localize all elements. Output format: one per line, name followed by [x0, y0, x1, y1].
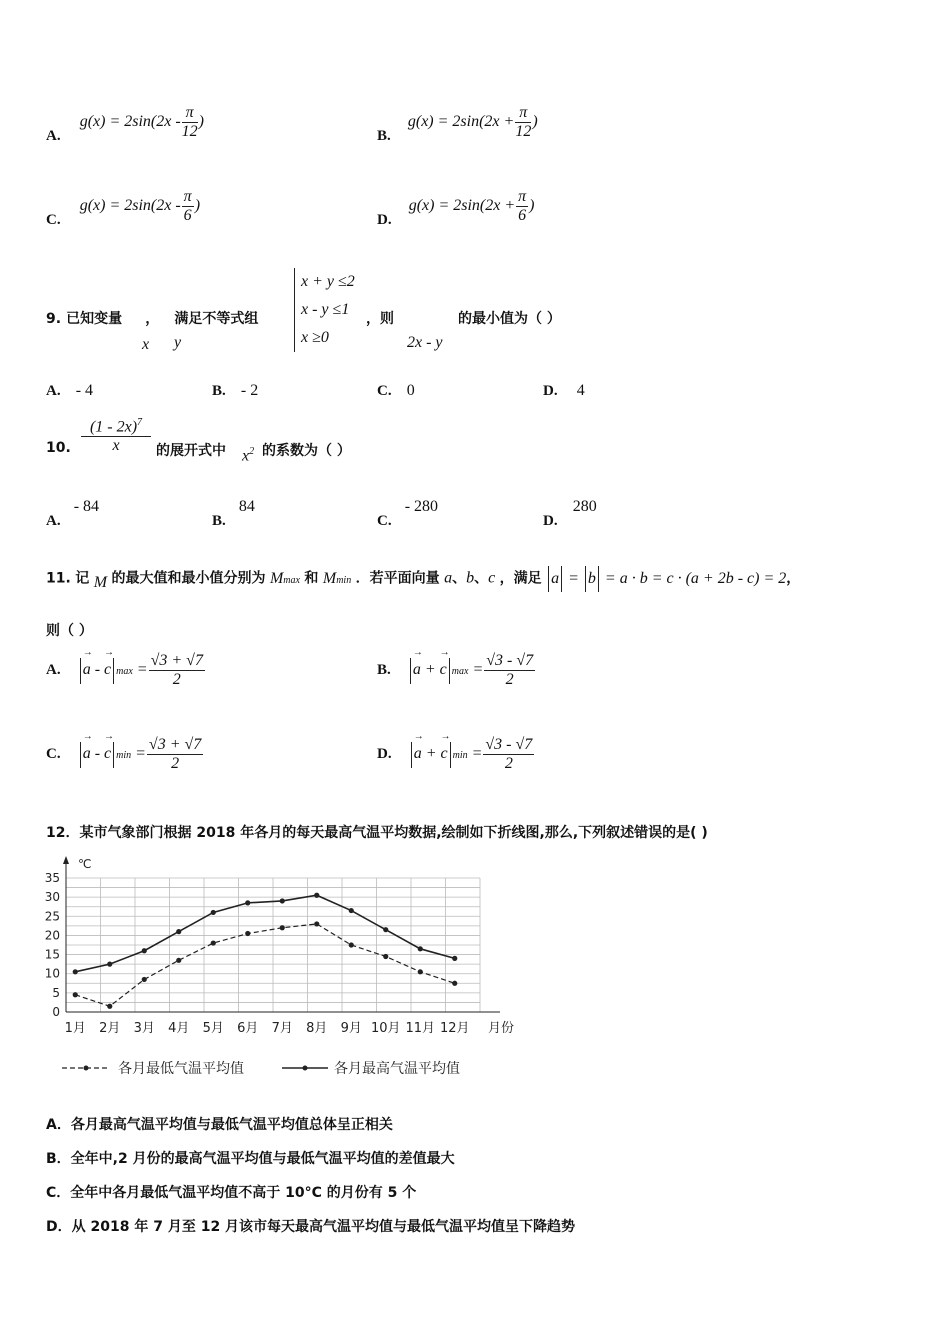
point-high	[211, 910, 216, 915]
option-label: C．	[46, 1185, 71, 1201]
point-high	[142, 948, 147, 953]
q9-option-c[interactable]	[377, 380, 415, 400]
option-label: C.	[377, 513, 392, 529]
q8-option-c[interactable]	[46, 188, 201, 229]
q10-option-a[interactable]	[46, 496, 100, 529]
q8-option-d[interactable]	[377, 188, 535, 229]
point-low	[452, 981, 457, 986]
x-tick-label: 2月	[99, 1021, 121, 1036]
option-label: A.	[46, 513, 61, 529]
question-stem: 12．某市气象部门根据 2018 年各月的每天最高气温平均数据,绘制如下折线图,那么,下列叙述错误的是( )	[46, 825, 708, 841]
option-label: D.	[543, 383, 558, 399]
point-low	[383, 954, 388, 959]
q12-option-b[interactable]	[46, 1148, 455, 1168]
m-max: Mmax	[269, 569, 300, 587]
question-number: 10.	[46, 440, 71, 456]
legend-label-high: 各月最高气温平均值	[334, 1061, 460, 1077]
fraction: $\frac{(1 - 2x)^7}{x}$	[80, 414, 152, 455]
y-tick-label: 0	[52, 1005, 60, 1019]
x-tick-label: 3月	[133, 1021, 155, 1036]
point-high	[245, 900, 250, 905]
x-tick-label: 1月	[64, 1021, 86, 1036]
point-low	[349, 942, 354, 947]
option-label: D.	[543, 513, 558, 529]
option-label: A．	[46, 1117, 71, 1133]
point-low	[280, 925, 285, 930]
stem-text: 已知变量	[66, 311, 123, 327]
temperature-chart	[40, 850, 540, 1085]
point-high	[176, 929, 181, 934]
option-text: 从 2018 年 7 月至 12 月该市每天最高气温平均值与最低气温平均值呈下降趋势	[71, 1219, 576, 1235]
q9-stem	[46, 308, 258, 328]
q11-stem	[46, 566, 800, 592]
q9-option-b[interactable]	[212, 380, 258, 400]
formula: g(x) = 2sin(2x + $\frac{\pi}{12}$ )	[407, 104, 538, 140]
point-high	[452, 956, 457, 961]
option-label: D．	[46, 1219, 72, 1235]
formula: g(x) = 2sin(2x - $\frac{\pi}{6}$ )	[79, 188, 201, 224]
chart-axes	[63, 856, 500, 1012]
y-tick-label: 10	[44, 966, 60, 981]
y-axis-arrow	[63, 856, 69, 864]
option-text: 各月最高气温平均值与最低气温平均值总体呈正相关	[70, 1117, 393, 1133]
option-label: B.	[377, 128, 391, 145]
option-label: C.	[377, 383, 392, 399]
var-y: y	[174, 334, 182, 351]
stem-text: 的系数为（ ）	[262, 443, 351, 459]
option-label: A.	[46, 662, 61, 679]
y-tick-label: 5	[52, 985, 60, 1000]
point-high	[107, 962, 112, 967]
q8-option-b[interactable]	[377, 104, 538, 145]
question-number: 11.	[46, 570, 71, 587]
q11-option-a[interactable]	[46, 652, 206, 689]
formula: → a + → c max = $\frac{√3 - √7}{2}$	[408, 661, 536, 678]
legend-marker-high	[303, 1066, 308, 1071]
option-label: D.	[377, 212, 392, 229]
stem-text: 记	[75, 570, 90, 587]
question-number: 9.	[46, 311, 62, 327]
q12-option-d[interactable]	[46, 1216, 575, 1236]
point-high	[314, 893, 319, 898]
chart-series	[73, 893, 458, 1009]
option-value: 0	[406, 382, 415, 399]
formula: → a - → c min = $\frac{√3 + √7}{2}$	[78, 745, 205, 762]
point-high	[383, 927, 388, 932]
option-value: - 280	[404, 498, 439, 515]
vector-c: c	[488, 569, 496, 587]
inequality-system: x + y ≤2 x - y ≤1 x ≥0	[294, 268, 355, 352]
q9-option-a[interactable]	[46, 380, 93, 400]
q11-option-c[interactable]	[46, 736, 204, 773]
formula: → a - → c max = $\frac{√3 + √7}{2}$	[78, 661, 206, 678]
stem-text: 的最大值和最小值分别为	[111, 570, 266, 587]
q12-option-a[interactable]	[46, 1114, 393, 1134]
stem-text: 、	[474, 570, 489, 587]
option-label: C.	[46, 212, 61, 229]
x-axis-label: 月份	[488, 1021, 515, 1036]
vector-b: b	[466, 569, 475, 587]
stem-text: 和	[304, 570, 319, 587]
stem-text: 、	[452, 570, 467, 587]
x-power: $x^2$	[242, 446, 255, 465]
stem-text: 的展开式中	[156, 443, 226, 459]
chart-legend	[60, 1056, 490, 1080]
expression: 2x - y	[407, 334, 443, 351]
stem-text: ，满足	[499, 570, 542, 587]
option-label: A.	[46, 383, 61, 399]
q8-option-a[interactable]	[46, 104, 204, 145]
q12-option-c[interactable]	[46, 1182, 416, 1202]
option-label: B.	[212, 513, 226, 529]
condition: a = b = a · b = c · (a + 2b - c) = 2	[546, 570, 786, 587]
option-value: - 84	[73, 498, 100, 515]
formula: → a + → c min = $\frac{√3 - √7}{2}$	[409, 745, 536, 762]
q10-option-d[interactable]	[543, 496, 597, 529]
point-high	[73, 969, 78, 974]
x-tick-label: 11月	[405, 1021, 436, 1036]
q10-option-b[interactable]	[212, 496, 255, 529]
q11-option-b[interactable]	[377, 652, 536, 689]
y-tick-label: 35	[44, 871, 60, 885]
point-low	[142, 977, 147, 982]
option-label: D.	[377, 746, 392, 763]
option-label: B.	[377, 662, 391, 679]
x-tick-label: 7月	[271, 1021, 293, 1036]
stem-text: ．若平面向量	[355, 570, 440, 587]
option-value: 280	[572, 498, 597, 515]
point-low	[211, 940, 216, 945]
option-label: B.	[212, 383, 226, 399]
point-high	[280, 898, 285, 903]
x-tick-label: 6月	[237, 1021, 259, 1036]
option-text: 全年中各月最低气温平均值不高于 10°C 的月份有 5 个	[70, 1185, 417, 1201]
q11-option-d[interactable]	[377, 736, 535, 773]
option-label: A.	[46, 128, 61, 145]
x-tick-label: 5月	[202, 1021, 224, 1036]
y-tick-label: 15	[44, 947, 60, 962]
stem-text: 满足不等式组	[174, 311, 259, 327]
option-text: 全年中,2 月份的最高气温平均值与最低气温平均值的差值最大	[70, 1151, 455, 1167]
point-high	[349, 908, 354, 913]
stem-text: ，	[786, 570, 801, 587]
stem-text: 则（ ）	[46, 623, 93, 639]
point-low	[107, 1004, 112, 1009]
y-tick-label: 30	[44, 890, 60, 905]
option-value: - 2	[240, 382, 259, 399]
point-low	[176, 958, 181, 963]
y-tick-label: 25	[44, 909, 60, 924]
option-label: B．	[46, 1151, 71, 1167]
stem-text: ，	[145, 311, 160, 327]
point-low	[73, 992, 78, 997]
var-x: x	[142, 336, 150, 353]
x-tick-label: 9月	[340, 1021, 362, 1036]
x-tick-label: 12月	[439, 1021, 470, 1036]
x-tick-label: 10月	[370, 1021, 401, 1036]
formula: g(x) = 2sin(2x + $\frac{\pi}{6}$ )	[408, 188, 535, 224]
option-value: - 4	[75, 382, 94, 399]
option-value: 84	[238, 498, 255, 515]
chart-ticks	[45, 871, 470, 1036]
y-tick-label: 20	[44, 928, 60, 943]
legend-label-low: 各月最低气温平均值	[118, 1061, 244, 1077]
y-axis-label: ℃	[78, 857, 92, 871]
option-value: 4	[576, 382, 585, 399]
m-min: Mmin	[322, 569, 352, 587]
point-low	[418, 969, 423, 974]
point-high	[418, 946, 423, 951]
point-low	[245, 931, 250, 936]
q10-option-c[interactable]	[377, 496, 439, 529]
formula: g(x) = 2sin(2x - $\frac{\pi}{12}$ )	[79, 104, 204, 140]
stem-text: ，则	[366, 311, 394, 327]
stem-text: 的最小值为（ ）	[458, 311, 561, 327]
x-tick-label: 8月	[306, 1021, 328, 1036]
q9-option-d[interactable]	[543, 380, 585, 400]
x-tick-label: 4月	[168, 1021, 190, 1036]
point-low	[314, 921, 319, 926]
option-label: C.	[46, 746, 61, 763]
legend-marker-low	[84, 1066, 89, 1071]
vector-a: a	[444, 569, 453, 587]
m-symbol: M	[93, 573, 108, 591]
